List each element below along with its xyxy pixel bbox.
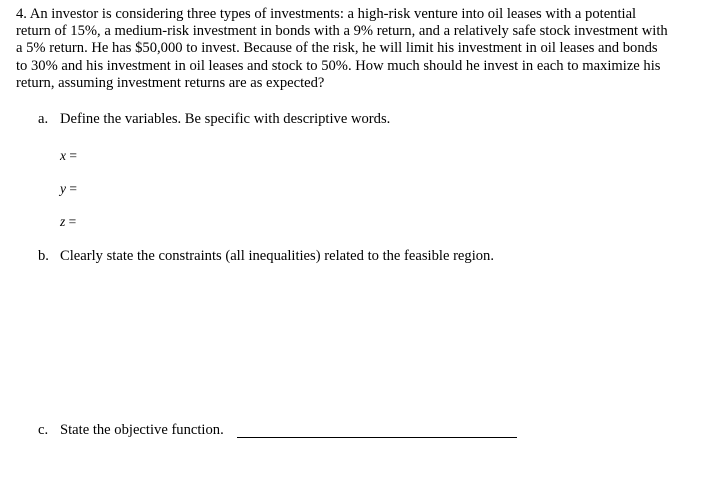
- variable-x-symbol: x: [60, 148, 66, 163]
- part-a-text: Define the variables. Be specific with descriptive words.: [60, 111, 391, 127]
- part-b-prompt: [38, 248, 494, 265]
- variable-z-line: [60, 214, 76, 230]
- objective-answer-line: [237, 437, 517, 438]
- part-a-prompt: [38, 111, 390, 128]
- variable-y-equals: =: [69, 181, 77, 196]
- variable-x-equals: =: [69, 148, 77, 163]
- part-c-prompt: [38, 422, 224, 439]
- variable-y-symbol: y: [60, 181, 66, 196]
- problem-line: a 5% return. He has $50,000 to invest. Because of the risk, he will limit his investment in oil leases and bonds: [16, 40, 658, 57]
- problem-line: to 30% and his investment in oil leases and stock to 50%. How much should he invest in each to maximize his: [16, 57, 661, 74]
- variable-z-equals: =: [68, 214, 77, 229]
- variable-x-line: [60, 148, 77, 164]
- part-b-text: Clearly state the constraints (all inequalities) related to the feasible region.: [60, 248, 495, 264]
- part-a-letter: a.: [38, 111, 49, 127]
- part-b-letter: b.: [38, 248, 49, 264]
- variable-y-line: [60, 181, 77, 197]
- part-c-letter: c.: [38, 422, 49, 438]
- part-c-text: State the objective function.: [60, 422, 224, 438]
- variable-z-symbol: z: [60, 214, 66, 229]
- problem-statement: [16, 6, 706, 92]
- problem-line: return, assuming investment returns are as expected?: [16, 74, 325, 91]
- problem-line: 4. An investor is considering three types of investments: a high-risk venture into oil leases with a potential: [16, 6, 637, 22]
- problem-line: return of 15%, a medium-risk investment in bonds with a 9% return, and a relatively safe stock investment with: [16, 23, 668, 40]
